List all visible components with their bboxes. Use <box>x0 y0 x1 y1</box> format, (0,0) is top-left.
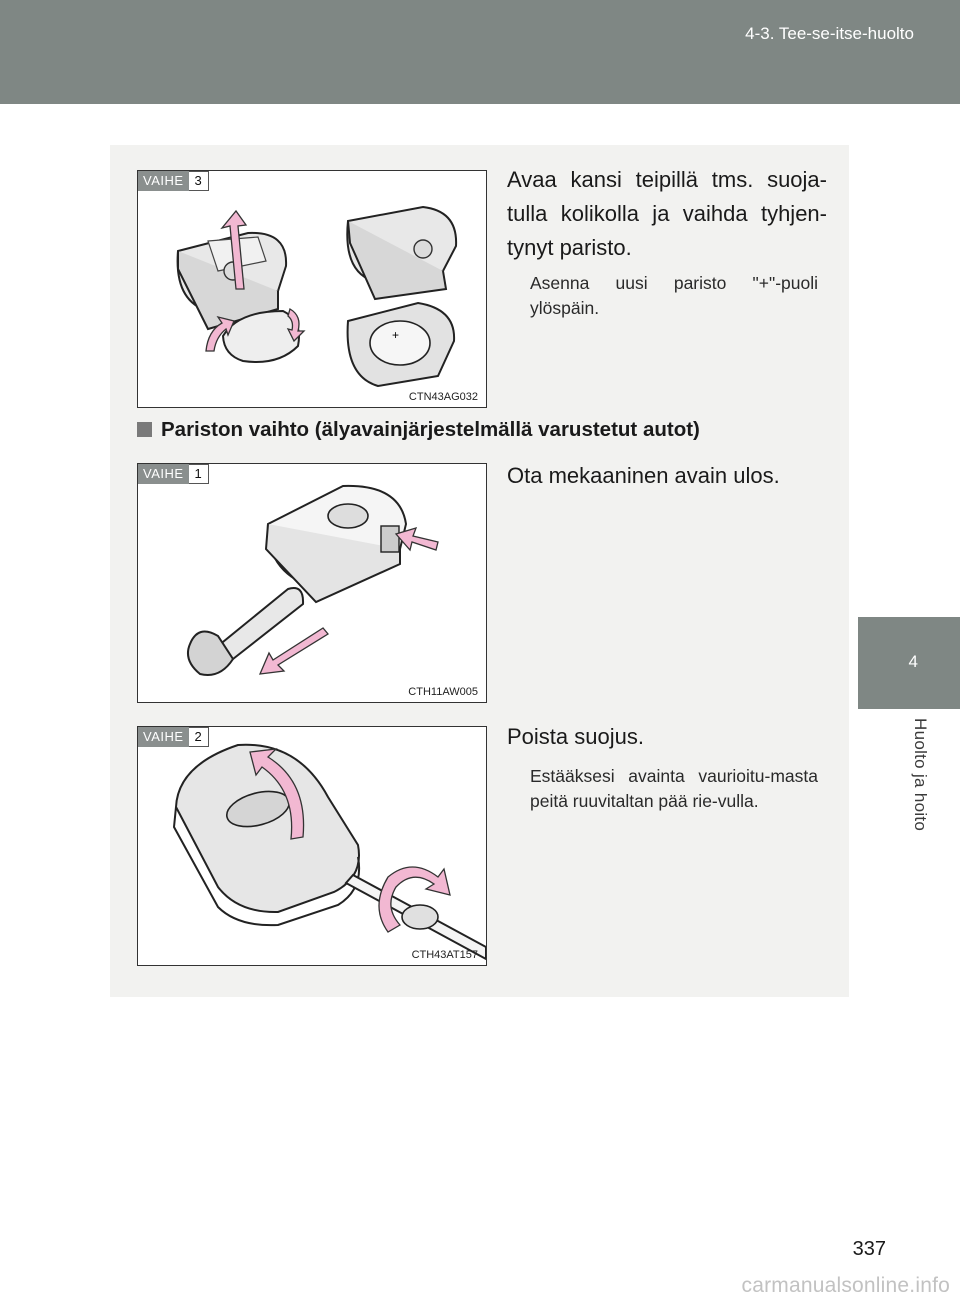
battery-plus-sign: + <box>392 328 400 342</box>
step2-note: Estääksesi avainta vaurioitu-masta peitä ruuvitaltan pää rie-vulla. <box>530 766 818 811</box>
key-battery-illustration <box>138 171 486 407</box>
chapter-number: 4 <box>908 652 918 671</box>
mechanical-key-illustration <box>138 464 486 702</box>
step-number: 2 <box>189 727 209 747</box>
figure-code: CTH11AW005 <box>408 686 478 698</box>
step2-instruction: Poista suojus. <box>507 724 644 749</box>
step-number: 1 <box>189 464 209 484</box>
step-badge <box>138 727 209 747</box>
header-title: 4-3. Tee-se-itse-huolto <box>745 24 914 43</box>
page-header <box>0 0 960 104</box>
page-number: 337 <box>852 1238 886 1260</box>
chapter-label-strip <box>858 709 960 925</box>
step-word: VAIHE <box>138 171 189 191</box>
step1-instruction: Ota mekaaninen avain ulos. <box>507 463 780 488</box>
figure-step3 <box>137 170 487 408</box>
remove-cover-illustration <box>138 727 486 965</box>
figure-code: CTH43AT157 <box>411 949 478 961</box>
section-heading-text: Pariston vaihto (älyavainjärjestelmällä varustetut autot) <box>161 418 700 441</box>
step-word: VAIHE <box>138 464 189 484</box>
step3-note: Asenna uusi paristo "+"-puoli ylöspäin. <box>530 273 818 318</box>
step-badge <box>138 171 209 191</box>
section-heading <box>137 418 700 442</box>
heading-square-icon <box>137 422 152 437</box>
step-badge <box>138 464 209 484</box>
figure-step2 <box>137 726 487 966</box>
watermark[interactable]: carmanualsonline.info <box>741 1274 950 1297</box>
step-word: VAIHE <box>138 727 189 747</box>
figure-code: CTN43AG032 <box>408 391 478 403</box>
figure-step1 <box>137 463 487 703</box>
step3-instruction: Avaa kansi teipillä tms. suoja-tulla kolikolla ja vaihda tyhjen-tynyt paristo. <box>507 167 827 260</box>
chapter-label: Huolto ja hoito <box>911 718 930 832</box>
step-number: 3 <box>189 171 209 191</box>
